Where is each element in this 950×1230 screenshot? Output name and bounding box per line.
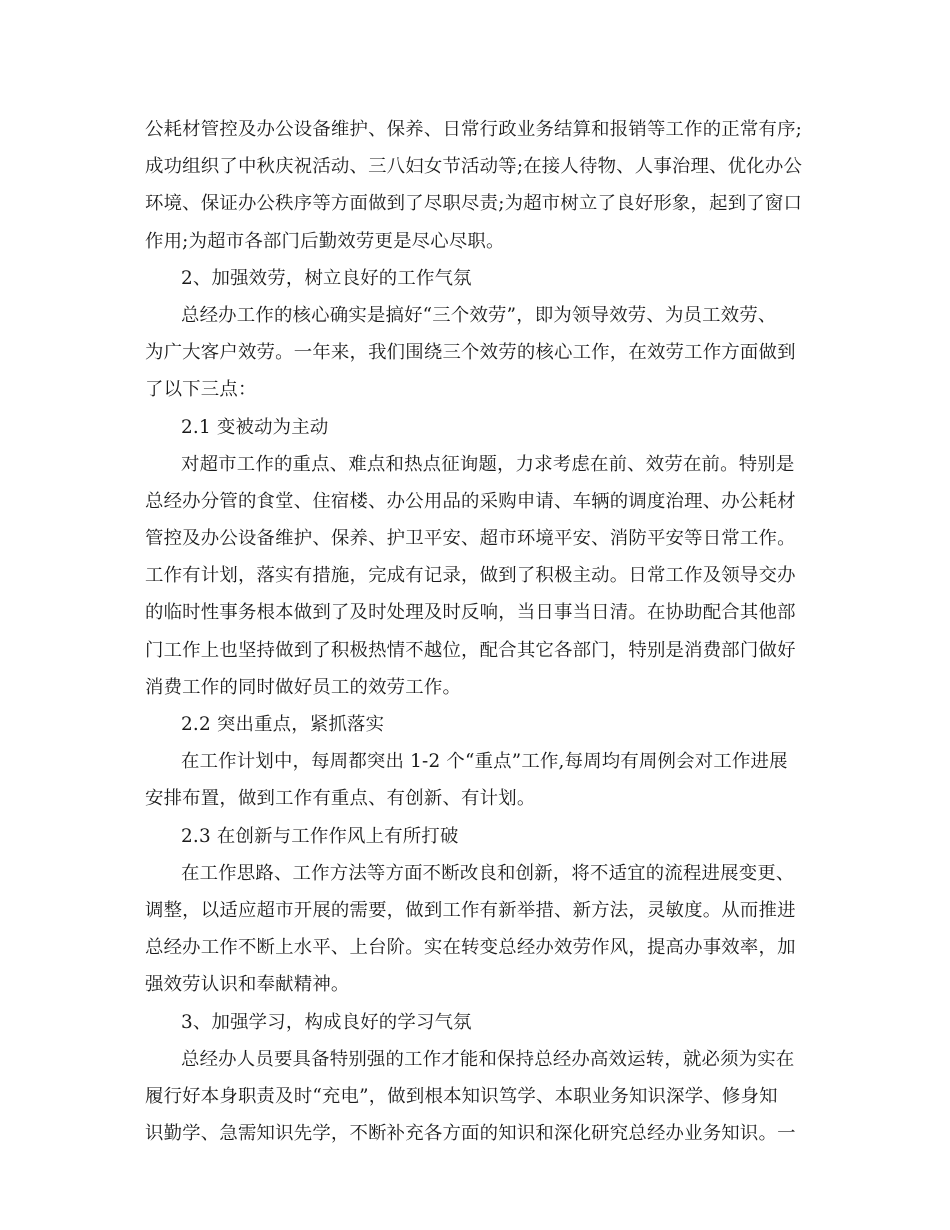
paragraph-start-line: 2、加强效劳，树立良好的工作气氛 bbox=[181, 267, 472, 289]
document-body bbox=[145, 111, 807, 1152]
text-line: 门工作上也坚持做到了积极热情不越位，配合其它各部门，特别是消费部门做好 bbox=[145, 639, 796, 661]
text-line: 了以下三点： bbox=[145, 379, 257, 401]
paragraph-start-line: 在工作思路、工作方法等方面不断改良和创新，将不适宜的流程进展变更、 bbox=[181, 862, 795, 884]
text-line: 总经办分管的食堂、住宿楼、办公用品的采购申请、车辆的调度治理、办公耗材 bbox=[145, 490, 796, 512]
text-line: 的临时性事务根本做到了及时处理及时反响，当日事当日清。在协助配合其他部 bbox=[145, 602, 796, 624]
text-line: 成功组织了中秋庆祝活动、三八妇女节活动等;在接人待物、人事治理、优化办公 bbox=[145, 156, 803, 178]
text-line: 消费工作的同时做好员工的效劳工作。 bbox=[145, 676, 462, 698]
paragraph-start-line: 对超市工作的重点、难点和热点征询题，力求考虑在前、效劳在前。特别是 bbox=[181, 453, 795, 475]
text-line: 总经办工作不断上水平、上台阶。实在转变总经办效劳作风，提高办事效率，加 bbox=[145, 937, 796, 959]
text-line: 环境、保证办公秩序等方面做到了尽职尽责;为超市树立了良好形象，起到了窗口 bbox=[145, 193, 803, 215]
text-line: 作用;为超市各部门后勤效劳更是尽心尽职。 bbox=[145, 230, 505, 252]
text-line: 强效劳认识和奉献精神。 bbox=[145, 974, 350, 996]
text-line: 为广大客户效劳。一年来，我们围绕三个效劳的核心工作，在效劳工作方面做到 bbox=[145, 342, 796, 364]
paragraph-start-line: 总经办工作的核心确实是搞好“三个效劳”，即为领导效劳、为员工效劳、 bbox=[181, 304, 777, 326]
text-line: 工作有计划，落实有措施，完成有记录，做到了积极主动。日常工作及领导交办 bbox=[145, 565, 796, 587]
paragraph-start-line: 2.1 变被动为主动 bbox=[181, 416, 329, 438]
paragraph-start-line: 在工作计划中，每周都突出 1-2 个“重点”工作,每周均有周例会对工作进展 bbox=[181, 751, 788, 773]
text-line: 安排布置，做到工作有重点、有创新、有计划。 bbox=[145, 788, 536, 810]
paragraph-start-line: 2.3 在创新与工作作风上有所打破 bbox=[181, 825, 459, 847]
text-line: 公耗材管控及办公设备维护、保养、日常行政业务结算和报销等工作的正常有序; bbox=[145, 119, 803, 140]
text-line: 调整，以适应超市开展的需要，做到工作有新举措、新方法，灵敏度。从而推进 bbox=[145, 899, 796, 921]
text-line: 履行好本身职责及时“充电”，做到根本知识笃学、本职业务知识深学、修身知 bbox=[145, 1085, 778, 1107]
paragraph-start-line: 3、加强学习，构成良好的学习气氛 bbox=[181, 1011, 472, 1033]
text-line: 管控及办公设备维护、保养、护卫平安、超市环境平安、消防平安等日常工作。 bbox=[145, 528, 796, 550]
text-line: 识勤学、急需知识先学，不断补充各方面的知识和深化研究总经办业务知识。一 bbox=[145, 1123, 796, 1145]
paragraph-start-line: 2.2 突出重点，紧抓落实 bbox=[181, 714, 385, 735]
paragraph-start-line: 总经办人员要具备特别强的工作才能和保持总经办高效运转，就必须为实在 bbox=[181, 1048, 795, 1070]
